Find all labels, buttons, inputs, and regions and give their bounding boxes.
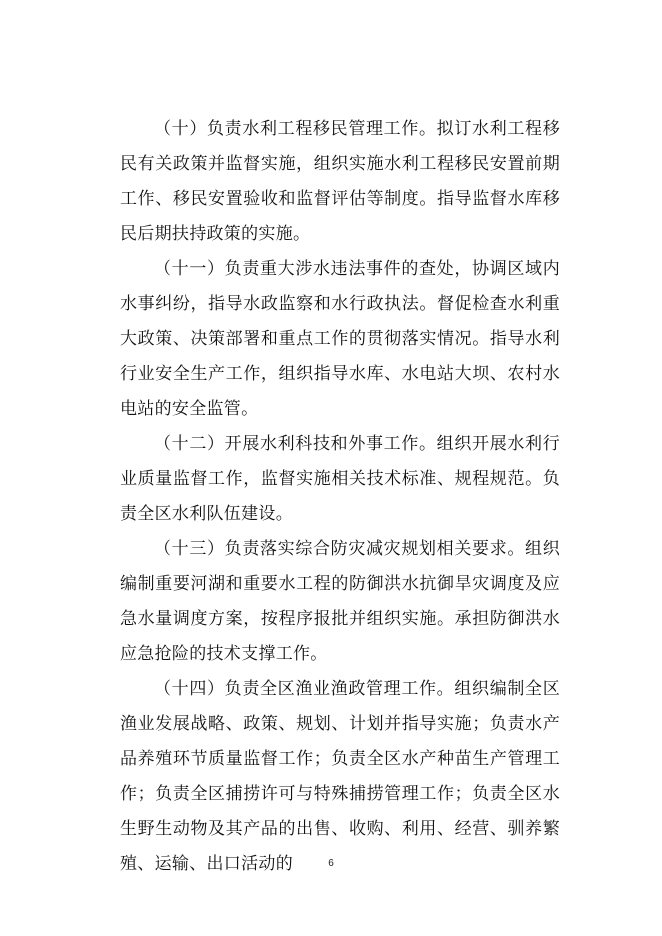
paragraph-10: （十）负责水利工程移民管理工作。拟订水利工程移民有关政策并监督实施，组织实施水利工程移民安置前期工作、移民安置验收和监督评估等制度。指导监督水库移民后期扶持政策的实施。 — [120, 119, 560, 244]
body-text — [120, 112, 560, 882]
paragraph-11: （十一）负责重大涉水违法事件的查处，协调区域内水事纠纷，指导水政监察和水行政执法。督促检查水利重大政策、决策部署和重点工作的贯彻落实情况。指导水利行业安全生产工作，组织指导水库、水电站大坝、农村水电站的安全监管。 — [120, 259, 560, 419]
paragraph-14: （十四）负责全区渔业渔政管理工作。组织编制全区渔业发展战略、政策、规划、计划并指导实施；负责水产品养殖环节质量监督工作；负责全区水产种苗生产管理工作；负责全区捕捞许可与特殊捕捞管理工作；负责全区水生野生动物及其产品的出售、收购、利用、经营、驯养繁殖、运输、出口活动的 — [120, 679, 560, 874]
paragraph-13: （十三）负责落实综合防灾减灾规划相关要求。组织编制重要河湖和重要水工程的防御洪水抗御旱灾调度及应急水量调度方案，按程序报批并组织实施。承担防御洪水应急抢险的技术支撑工作。 — [120, 539, 560, 664]
page-number: 6 — [328, 858, 334, 869]
paragraph-12: （十二）开展水利科技和外事工作。组织开展水利行业质量监督工作，监督实施相关技术标准、规程规范。负责全区水利队伍建设。 — [120, 434, 560, 524]
